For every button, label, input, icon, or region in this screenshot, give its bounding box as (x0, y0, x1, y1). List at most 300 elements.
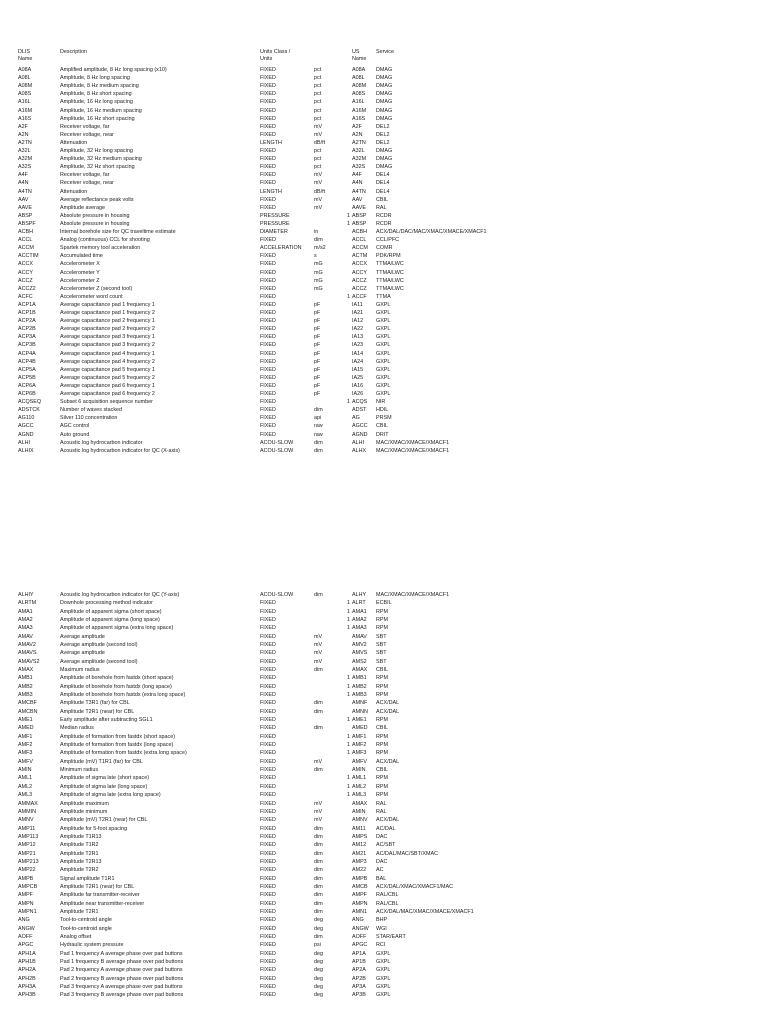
table-row (0, 841, 768, 849)
cell-count: 1 (347, 742, 350, 749)
cell-dlis-name: AMF2 (18, 742, 33, 749)
cell-description: Amplitude, 32 Hz long spacing (60, 148, 133, 154)
cell-us-name: AMP3 (352, 858, 367, 865)
cell-description: Amplitude T2R1 (near) for CBL (60, 708, 135, 715)
cell-us-name: AAVE (352, 204, 366, 211)
cell-us-name: ACCZ (352, 277, 367, 284)
cell-service: SBT (376, 650, 387, 657)
cell-units-class: FIXED (260, 792, 276, 799)
cell-units: pF (314, 326, 321, 333)
table-row (0, 439, 768, 447)
cell-units: dim (314, 892, 323, 899)
cell-us-name: A32M (352, 156, 367, 163)
cell-service: DMAG (376, 83, 393, 90)
cell-service: ACX/DAL/DAC/MAC/XMAC/XMACE/XMACF1 (376, 229, 487, 235)
cell-units-class: FIXED (260, 775, 276, 782)
cell-dlis-name: ACCX (18, 261, 33, 268)
cell-description: Amplitude maximum (60, 800, 109, 807)
cell-units-class: FIXED (260, 875, 276, 882)
cell-description: Amplitude far transmitter-receiver (60, 892, 140, 899)
cell-dlis-name: AME1 (18, 717, 33, 724)
cell-us-name: APGC (352, 942, 368, 949)
cell-units: pct (314, 115, 322, 122)
table-row (0, 825, 768, 833)
cell-service: DMAG (376, 156, 393, 163)
cell-description: Receiver voltage, far (60, 123, 110, 130)
cell-dlis-name: APGC (18, 942, 34, 949)
cell-us-name: IA24 (352, 358, 364, 365)
cell-units-class: FIXED (260, 783, 276, 790)
table-row (0, 975, 768, 983)
table-header (0, 49, 768, 63)
table-row (0, 74, 768, 82)
cell-dlis-name: AMP213 (18, 858, 39, 865)
cell-units-class: FIXED (260, 625, 276, 632)
cell-units: dim (314, 825, 323, 832)
cell-description: Signal amplitude T1R1 (60, 875, 115, 882)
cell-units-class: FIXED (260, 75, 276, 82)
cell-service: AC/SBT (376, 842, 396, 849)
cell-description: Analog offset (60, 933, 92, 940)
cell-service: GXPL (376, 366, 391, 373)
table-row (0, 350, 768, 358)
cell-us-name: AMPN (352, 900, 368, 907)
cell-service: ACX/DAL (376, 708, 400, 715)
cell-units-class: FIXED (260, 850, 276, 857)
cell-us-name: AMVS (352, 650, 368, 657)
cell-service: RPM (376, 750, 388, 757)
cell-us-name: AOFF (352, 933, 367, 940)
cell-units-class: FIXED (260, 99, 276, 106)
cell-us-name: AP3B (352, 992, 366, 999)
cell-description: Amplitude minimum (60, 808, 108, 815)
cell-service: RPM (376, 792, 388, 799)
cell-us-name: IA23 (352, 342, 364, 349)
cell-description: Amplitude average (60, 204, 105, 211)
cell-count: 1 (347, 617, 350, 624)
cell-units-class: FIXED (260, 342, 276, 349)
table-row (0, 90, 768, 98)
cell-service: GXPL (376, 958, 391, 965)
cell-dlis-name: AMB3 (18, 692, 33, 699)
cell-dlis-name: ALRTM (18, 600, 37, 607)
cell-units: mV (314, 808, 323, 815)
cell-description: Tool-to-centroid angle (60, 917, 112, 924)
table-row (0, 658, 768, 666)
cell-units-class: FIXED (260, 334, 276, 341)
cell-count: 1 (347, 783, 350, 790)
cell-service: GXPL (376, 992, 391, 999)
cell-service: GXPL (376, 374, 391, 381)
cell-service: NIR (376, 399, 386, 406)
cell-units-class: FIXED (260, 675, 276, 682)
cell-dlis-name: A16S (18, 115, 32, 122)
cell-units: pct (314, 156, 322, 163)
cell-description: Average capacitance pad 6 frequency 1 (60, 382, 155, 389)
cell-service: CBIL (376, 667, 388, 674)
cell-units-class: FIXED (260, 958, 276, 965)
cell-service: RPM (376, 717, 388, 724)
cell-description: Auto ground (60, 431, 90, 438)
cell-units: raw (314, 423, 323, 430)
cell-units-class: FIXED (260, 767, 276, 774)
cell-service: ACX/DAL (376, 817, 400, 824)
cell-description: Accelerometer Z (second tool) (60, 285, 133, 292)
cell-count: 1 (347, 775, 350, 782)
cell-units-class: FIXED (260, 967, 276, 974)
table-row (0, 390, 768, 398)
cell-count: 1 (347, 750, 350, 757)
table-row (0, 724, 768, 732)
cell-units-class: FIXED (260, 908, 276, 915)
table-row (0, 983, 768, 991)
cell-dlis-name: A08M (18, 83, 33, 90)
cell-service: RPM (376, 683, 388, 690)
cell-service: CBIL (376, 725, 388, 732)
cell-us-name: AMB1 (352, 675, 367, 682)
cell-units: dim (314, 700, 323, 707)
cell-dlis-name: ACBH (18, 229, 33, 235)
cell-dlis-name: AMMIN (18, 808, 36, 815)
table-row (0, 293, 768, 301)
cell-description: Internal borehole size for QC traveltime estimate (60, 229, 176, 235)
cell-description: Amplitude, 16 Hz long spacing (60, 99, 133, 106)
cell-description: Amplitude, 32 Hz short spacing (60, 164, 135, 171)
cell-units-class: FIXED (260, 156, 276, 163)
cell-us-name: AMNV (352, 817, 368, 824)
cell-us-name: ALHI (352, 439, 364, 446)
table-row (0, 633, 768, 641)
cell-count: 1 (347, 675, 350, 682)
cell-units: pF (314, 310, 321, 316)
cell-units-class: FIXED (260, 301, 276, 308)
table-row (0, 900, 768, 908)
table-row (0, 674, 768, 682)
cell-description: Receiver voltage, near (60, 180, 114, 187)
table-row (0, 850, 768, 858)
cell-us-name: AMPF (352, 892, 367, 899)
cell-description: Amplitude T3R1 (far) for CBL (60, 700, 130, 707)
cell-service: DAC (376, 833, 388, 840)
cell-us-name: ABSP (352, 220, 367, 227)
table-row (0, 741, 768, 749)
cell-service: ACX/DAL (376, 758, 400, 765)
cell-service: DMAG (376, 107, 393, 114)
cell-dlis-name: AG110 (18, 415, 35, 422)
cell-dlis-name: AGCC (18, 423, 34, 430)
cell-service: RAL/CBL (376, 892, 399, 899)
cell-units-class: FIXED (260, 992, 276, 999)
cell-us-name: ACTM (352, 253, 368, 260)
cell-units-class: FIXED (260, 423, 276, 430)
cell-units-class: FIXED (260, 148, 276, 154)
cell-description: Accelerometer Z (60, 277, 100, 284)
cell-dlis-name: ACP5A (18, 366, 36, 373)
table-row (0, 341, 768, 349)
cell-description: Amplitude, 8 Hz medium spacing (60, 83, 139, 90)
cell-description: Average amplitude (60, 650, 105, 657)
cell-units-class: FIXED (260, 800, 276, 807)
cell-description: Amplitude T1R13 (60, 833, 102, 840)
cell-units-class: FIXED (260, 366, 276, 373)
cell-us-name: AM12 (352, 842, 367, 849)
cell-description: Amplitude for 5-foot spacing (60, 825, 128, 832)
cell-service: GXPL (376, 391, 391, 397)
cell-us-name: AMV2 (352, 642, 367, 649)
cell-units: dim (314, 908, 323, 915)
cell-dlis-name: ACP2A (18, 318, 36, 325)
cell-description: Absolute pressure in housing (60, 220, 130, 227)
cell-units-class: FIXED (260, 983, 276, 990)
cell-units-class: FIXED (260, 91, 276, 98)
cell-dlis-name: ACP4B (18, 358, 36, 365)
cell-units-class: ACOU-SLOW (260, 447, 294, 454)
table-row (0, 139, 768, 147)
cell-description: Pad 2 frequency B average phase over pad buttons (60, 975, 184, 982)
table-row (0, 699, 768, 707)
cell-units-class: FIXED (260, 115, 276, 122)
cell-us-name: A4TN (352, 188, 366, 195)
cell-service: RCI (376, 942, 386, 949)
table-row (0, 758, 768, 766)
table-row (0, 406, 768, 414)
cell-count: 1 (347, 212, 350, 219)
cell-description: Average reflectance peak volts (60, 196, 134, 203)
cell-units: pct (314, 148, 322, 154)
cell-service: RPM (376, 742, 388, 749)
cell-us-name: A16L (352, 99, 365, 106)
cell-dlis-name: AML2 (18, 783, 33, 790)
cell-service: GXPL (376, 318, 391, 325)
cell-us-name: AM21 (352, 850, 367, 857)
cell-units-class: FIXED (260, 750, 276, 757)
cell-dlis-name: AMAVS (18, 650, 37, 657)
cell-units: m/s2 (314, 245, 326, 252)
table-row (0, 941, 768, 949)
cell-units-class: ACCELERATION (260, 245, 302, 252)
cell-description: Amplitude, 32 Hz medium spacing (60, 156, 142, 163)
cell-us-name: AML2 (352, 783, 367, 790)
table-row (0, 950, 768, 958)
cell-service: RAL (376, 808, 387, 815)
cell-dlis-name: APH3A (18, 983, 36, 990)
table-row (0, 374, 768, 382)
cell-description: Subset 6 acquisition sequence number (60, 399, 153, 406)
cell-service: DEL2 (376, 123, 390, 130)
cell-units: pF (314, 358, 321, 365)
cell-us-name: A08A (352, 67, 366, 73)
cell-units-class: FIXED (260, 164, 276, 171)
cell-units: pct (314, 99, 322, 106)
cell-dlis-name: APH3B (18, 992, 36, 999)
cell-dlis-name: ACP5B (18, 374, 36, 381)
table-row (0, 866, 768, 874)
cell-us-name: ALHX (352, 447, 367, 454)
cell-dlis-name: A2F (18, 123, 28, 130)
cell-units-class: FIXED (260, 253, 276, 260)
cell-count: 1 (347, 683, 350, 690)
table-row (0, 991, 768, 999)
cell-us-name: AMFV (352, 758, 367, 765)
table-row (0, 155, 768, 163)
cell-dlis-name: A32L (18, 148, 31, 154)
cell-us-name: ALHY (352, 592, 367, 598)
cell-dlis-name: AMAV (18, 633, 33, 640)
cell-dlis-name: ACFC (18, 293, 33, 300)
cell-us-name: AML1 (352, 775, 367, 782)
cell-us-name: IA11 (352, 301, 363, 308)
cell-dlis-name: AML3 (18, 792, 33, 799)
cell-units-class: FIXED (260, 667, 276, 674)
header-dlis-name: DLIS Name (18, 49, 33, 62)
table-row (0, 309, 768, 317)
cell-service: RAL (376, 204, 387, 211)
cell-service: DMAG (376, 164, 393, 171)
cell-units-class: FIXED (260, 318, 276, 325)
cell-dlis-name: AMCBN (18, 708, 38, 715)
cell-service: AC (376, 867, 384, 874)
cell-units-class: FIXED (260, 633, 276, 640)
cell-units-class: FIXED (260, 717, 276, 724)
cell-description: Amplitude of apparent sigma (long space) (60, 617, 160, 624)
cell-units: mG (314, 285, 323, 292)
cell-service: TTMA/LWC (376, 285, 404, 292)
cell-description: Average capacitance pad 1 frequency 2 (60, 310, 155, 316)
table-row (0, 708, 768, 716)
cell-units-class: FIXED (260, 892, 276, 899)
cell-description: AGC control (60, 423, 90, 430)
table-row (0, 749, 768, 757)
cell-us-name: ACCZ (352, 285, 367, 292)
cell-units: mG (314, 277, 323, 284)
cell-units-class: FIXED (260, 925, 276, 932)
cell-us-name: AMNN (352, 708, 368, 715)
cell-service: DRIT (376, 431, 389, 438)
table-row (0, 236, 768, 244)
cell-service: DMAG (376, 115, 393, 122)
table-row (0, 733, 768, 741)
cell-us-name: A2F (352, 123, 362, 130)
cell-us-name: ADST (352, 407, 367, 414)
cell-service: ACX/DAL/XMAC/XMACF1/MAC (376, 883, 453, 890)
cell-units: pF (314, 350, 321, 357)
cell-description: Spartek memory tool acceleration (60, 245, 141, 252)
cell-count: 1 (347, 792, 350, 799)
cell-dlis-name: AMF3 (18, 750, 33, 757)
cell-units: dim (314, 708, 323, 715)
cell-dlis-name: ANGW (18, 925, 35, 932)
cell-description: Average capacitance pad 6 frequency 2 (60, 391, 155, 397)
cell-us-name: AMF1 (352, 733, 367, 740)
cell-units-class: FIXED (260, 123, 276, 130)
cell-units-class: FIXED (260, 608, 276, 615)
cell-description: Average capacitance pad 4 frequency 2 (60, 358, 155, 365)
table-row (0, 816, 768, 824)
cell-service: RAL (376, 800, 387, 807)
cell-us-name: AMPB (352, 875, 368, 882)
cell-count: 1 (347, 600, 350, 607)
cell-units-class: FIXED (260, 382, 276, 389)
cell-units: pct (314, 75, 322, 82)
cell-description: Amplitude of formation from fastdx (long space) (60, 742, 174, 749)
cell-dlis-name: ALHI (18, 439, 30, 446)
cell-description: Tool-to-centroid angle (60, 925, 112, 932)
cell-units: dim (314, 933, 323, 940)
header-units-class: Units Class / Units (260, 49, 291, 62)
cell-units: dim (314, 833, 323, 840)
cell-units: pct (314, 107, 322, 114)
cell-dlis-name: AAV (18, 196, 29, 203)
header-service: Service (376, 49, 394, 55)
cell-us-name: AMA2 (352, 617, 367, 624)
cell-units-class: FIXED (260, 237, 276, 244)
cell-units-class: FIXED (260, 700, 276, 707)
cell-units-class: FIXED (260, 431, 276, 438)
cell-units: raw (314, 431, 323, 438)
table-row (0, 398, 768, 406)
cell-description: Average capacitance pad 5 frequency 2 (60, 374, 155, 381)
table-row (0, 599, 768, 607)
cell-us-name: AP1B (352, 958, 366, 965)
cell-service: RPM (376, 733, 388, 740)
cell-service: RPM (376, 625, 388, 632)
cell-description: Early amplitude after subtracting SGL1 (60, 717, 153, 724)
cell-units-class: FIXED (260, 310, 276, 316)
cell-us-name: AM11 (352, 825, 366, 832)
cell-description: Average capacitance pad 2 frequency 2 (60, 326, 155, 333)
cell-us-name: A08S (352, 91, 366, 98)
cell-dlis-name: AMCBF (18, 700, 37, 707)
cell-units-class: DIAMETER (260, 229, 288, 235)
cell-units: deg (314, 925, 323, 932)
cell-description: Receiver voltage, far (60, 172, 110, 179)
table-row (0, 301, 768, 309)
cell-count: 1 (347, 733, 350, 740)
cell-service: DEL2 (376, 139, 390, 146)
table-row (0, 791, 768, 799)
cell-service: PRSM (376, 415, 392, 422)
table-row (0, 858, 768, 866)
cell-units-class: FIXED (260, 742, 276, 749)
cell-units: dim (314, 407, 323, 414)
cell-service: RPM (376, 783, 388, 790)
cell-service: RCDR (376, 220, 392, 227)
cell-us-name: IA12 (352, 318, 364, 325)
cell-service: CBIL (376, 423, 388, 430)
cell-dlis-name: ABSPF (18, 220, 36, 227)
cell-dlis-name: AMP22 (18, 867, 36, 874)
cell-service: DEL2 (376, 131, 390, 138)
cell-units: api (314, 415, 322, 422)
cell-description: Accumulated time (60, 253, 103, 260)
cell-us-name: IA15 (352, 366, 364, 373)
cell-description: Amplitude, 8 Hz long spacing (60, 75, 130, 82)
cell-service: TTMA (376, 293, 391, 300)
cell-service: RPM (376, 692, 388, 699)
cell-units-class: FIXED (260, 269, 276, 276)
cell-units-class: FIXED (260, 350, 276, 357)
table-row (0, 800, 768, 808)
cell-dlis-name: APH1B (18, 958, 36, 965)
cell-dlis-name: AMED (18, 725, 34, 732)
cell-units: pF (314, 342, 321, 349)
cell-units-class: LENGTH (260, 188, 282, 195)
cell-us-name: ALRT (352, 600, 366, 607)
table-row (0, 358, 768, 366)
cell-service: GXPL (376, 334, 391, 341)
cell-count: 1 (347, 399, 350, 406)
cell-description: Amplitude T2R1 (60, 908, 99, 915)
